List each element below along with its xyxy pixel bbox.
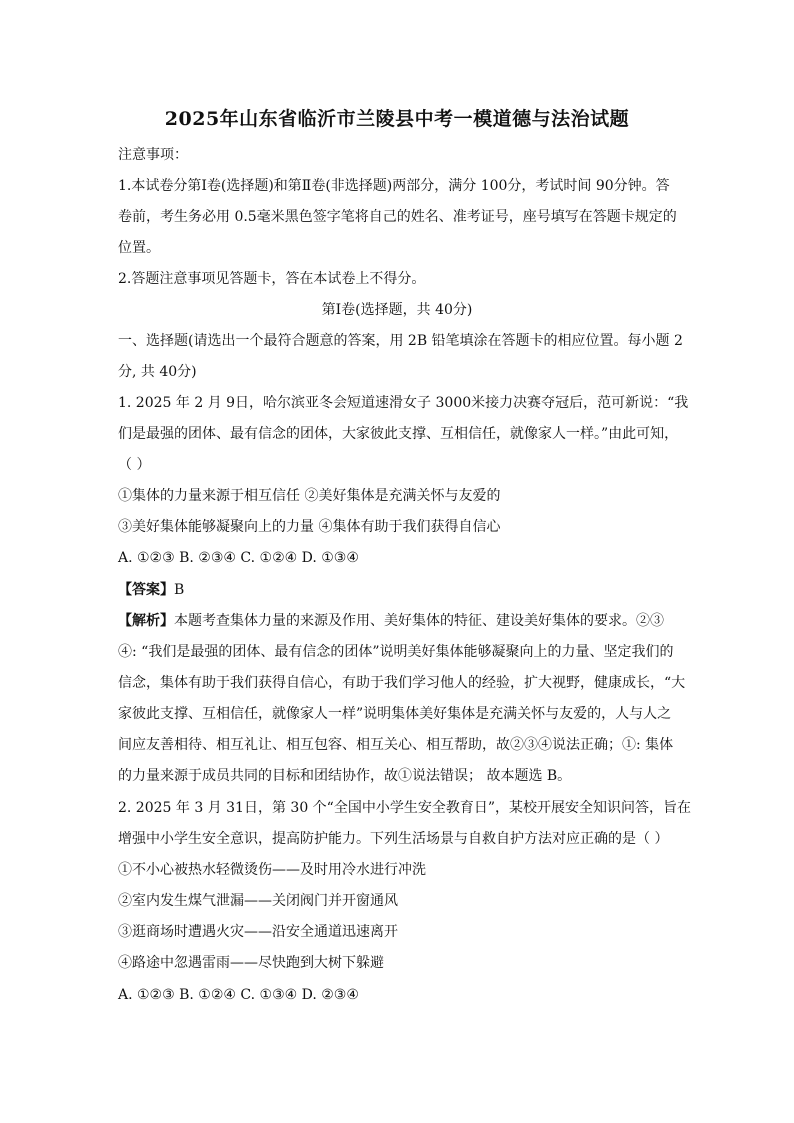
q2-option-line: ①不小心被热水轻微烫伤——及时用冷水进行冲洗 (118, 862, 426, 878)
analysis-label: 【解析】 (118, 613, 174, 629)
q2-stem-line: 2. 2025 年 3 月 31日，第 30 个“全国中小学生安全教育日”，某校开展安全知识问答，旨在 (118, 800, 691, 816)
q1-option-line: ①集体的力量来源于相互信任 ②美好集体是充满关怀与友爱的 (118, 488, 501, 504)
notice-1-line: 位置。 (118, 240, 160, 256)
q2-option-line: ④路途中忽遇雷雨——尽快跑到大树下躲避 (118, 955, 384, 971)
part1-instruction-line: 分, 共 40分) (118, 364, 197, 380)
q2-option-line: ②室内发生煤气泄漏——关闭阀门并开窗通风 (118, 893, 398, 909)
q1-analysis-line: 间应友善相待、相互礼让、相互包容、相互关心、相互帮助，故②③④说法正确；①: 集体 (118, 737, 674, 753)
q2-stem-line: 增强中小学生安全意识，提高防护能力。下列生活场景与自救自护方法对应正确的是（ ） (118, 831, 669, 847)
part1-instruction-line: 一、选择题(请选出一个最符合题意的答案，用 2B 铅笔填涂在答题卡的相应位置。每小题 2 (118, 333, 683, 349)
notice-heading: 注意事项： (118, 147, 188, 163)
exam-title: 2025年山东省临沂市兰陵县中考一模道德与法治试题 (164, 108, 630, 130)
q1-analysis-line (118, 611, 664, 631)
answer-label: 【答案】 (118, 582, 174, 598)
q1-option-line: ③美好集体能够凝聚向上的力量 ④集体有助于我们获得自信心 (118, 519, 501, 535)
section-title: 第Ⅰ卷(选择题，共 40分) (321, 302, 473, 318)
notice-1-line: 卷前，考生务必用 0.5毫米黑色签字笔将自己的姓名、准考证号，座号填写在答题卡规定的 (118, 209, 677, 225)
q2-option-line: ③逛商场时遭遇火灾——沿安全通道迅速离开 (118, 924, 398, 940)
q1-analysis-line: 的力量来源于成员共同的目标和团结协作，故①说法错误； 故本题选 B。 (118, 768, 572, 784)
notice-1-line: 1.本试卷分第Ⅰ卷(选择题)和第Ⅱ卷(非选择题)两部分，满分 100分，考试时间 90分钟。答 (118, 178, 670, 194)
q1-analysis-line: 家彼此支撑、互相信任，就像家人一样”说明集体美好集体是充满关怀与友爱的，人与人之 (118, 706, 672, 722)
q1-analysis-line: 信念，集体有助于我们获得自信心，有助于我们学习他人的经验，扩大视野，健康成长，“大 (118, 675, 686, 691)
answer-value: B (174, 582, 185, 598)
q1-stem-line: 们是最强的团体、最有信念的团体，大家彼此支撑、互相信任，就像家人一样。”由此可知， (118, 426, 679, 442)
analysis-text: 本题考查集体力量的来源及作用、美好集体的特征、建设美好集体的要求。②③ (174, 613, 664, 629)
q1-analysis-line: ④: “我们是最强的团体、最有信念的团体”说明美好集体能够凝聚向上的力量、坚定我们的 (118, 644, 674, 660)
q1-answer (118, 580, 184, 600)
q1-stem-line: （ ） (118, 457, 151, 473)
q1-choices: A. ①②③ B. ②③④ C. ①②④ D. ①③④ (118, 550, 359, 566)
notice-2: 2.答题注意事项见答题卡，答在本试卷上不得分。 (118, 271, 426, 287)
q1-stem-line: 1. 2025 年 2 月 9日，哈尔滨亚冬会短道速滑女子 3000米接力决赛夺冠后，范可新说：“我 (118, 395, 689, 411)
q2-choices: A. ①②③ B. ①②④ C. ①③④ D. ②③④ (118, 987, 359, 1003)
